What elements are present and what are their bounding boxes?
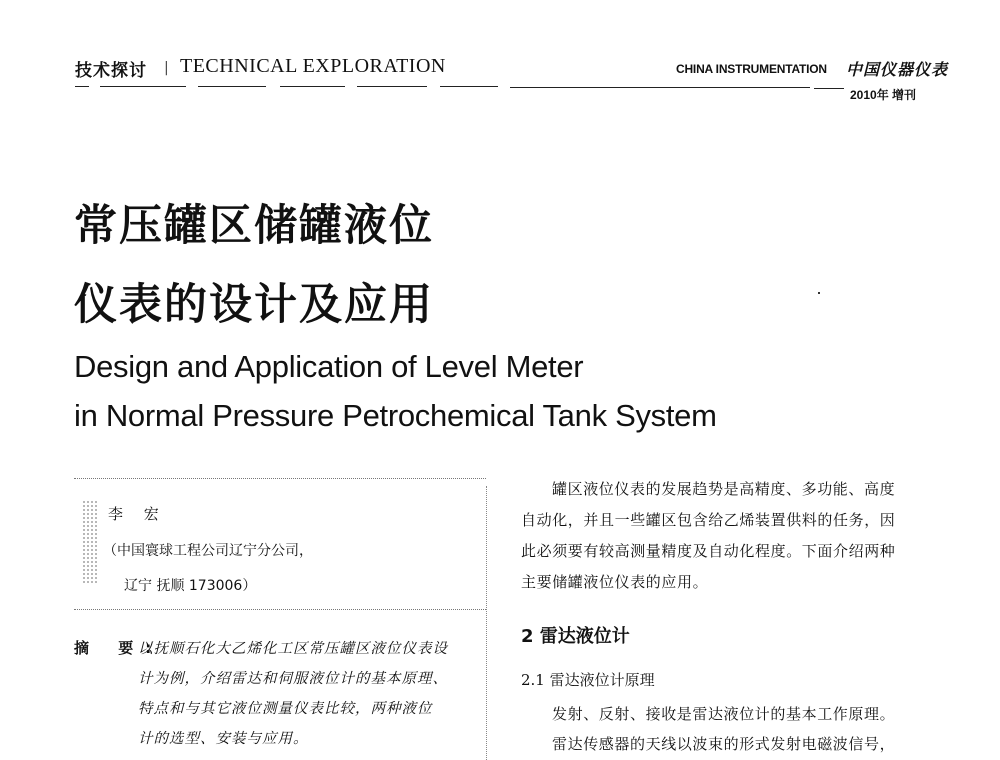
scan-speck	[818, 292, 820, 294]
journal-name-cn: 中国仪器仪表	[846, 60, 949, 79]
section-label-en: TECHNICAL EXPLORATION	[180, 55, 446, 77]
issue-label: 2010年 增刊	[850, 88, 917, 102]
body-paragraph-line: 发射、反射、接收是雷达液位计的基本工作原理。	[552, 705, 896, 723]
body-paragraph-line: 此必须要有较高测量精度及自动化程度。下面介绍两种	[521, 542, 896, 560]
abstract-line: 计为例，介绍雷达和伺服液位计的基本原理、	[138, 671, 448, 687]
title-en-line2: in Normal Pressure Petrochemical Tank System	[74, 398, 717, 433]
abstract-line: 特点和与其它液位测量仪表比较，两种液位	[138, 701, 433, 717]
body-paragraph-line: 主要储罐液位仪表的应用。	[521, 573, 709, 591]
author-affiliation-line1: （中国寰球工程公司辽宁分公司，	[103, 543, 313, 559]
body-paragraph-line: 雷达传感器的天线以波束的形式发射电磁波信号，	[552, 735, 896, 753]
abstract-line: 以抚顺石化大乙烯化工区常压罐区液位仪表设	[138, 641, 448, 657]
decorative-dot-pattern	[82, 500, 98, 584]
title-cn-line2: 仪表的设计及应用	[74, 280, 434, 330]
abstract-label: 摘 要:	[74, 639, 164, 657]
abstract-line: 计的选型、安装与应用。	[138, 731, 309, 747]
journal-name-en: CHINA INSTRUMENTATION	[676, 62, 827, 76]
body-paragraph-line: 自动化，并且一些罐区包含给乙烯装置供料的任务，因	[521, 511, 896, 529]
section-heading: 2 雷达液位计	[521, 626, 630, 647]
author-affiliation-line2: 辽宁 抚顺 173006）	[124, 578, 257, 594]
author-name: 李 宏	[108, 505, 167, 523]
column-divider	[486, 486, 487, 760]
header-separator: |	[164, 60, 169, 76]
section-label-cn: 技术探讨	[75, 61, 147, 81]
subsection-heading: 2.1 雷达液位计原理	[521, 671, 655, 689]
body-paragraph-line: 罐区液位仪表的发展趋势是高精度、多功能、高度	[552, 480, 896, 498]
title-cn-line1: 常压罐区储罐液位	[74, 201, 434, 251]
title-en-line1: Design and Application of Level Meter	[74, 349, 584, 384]
